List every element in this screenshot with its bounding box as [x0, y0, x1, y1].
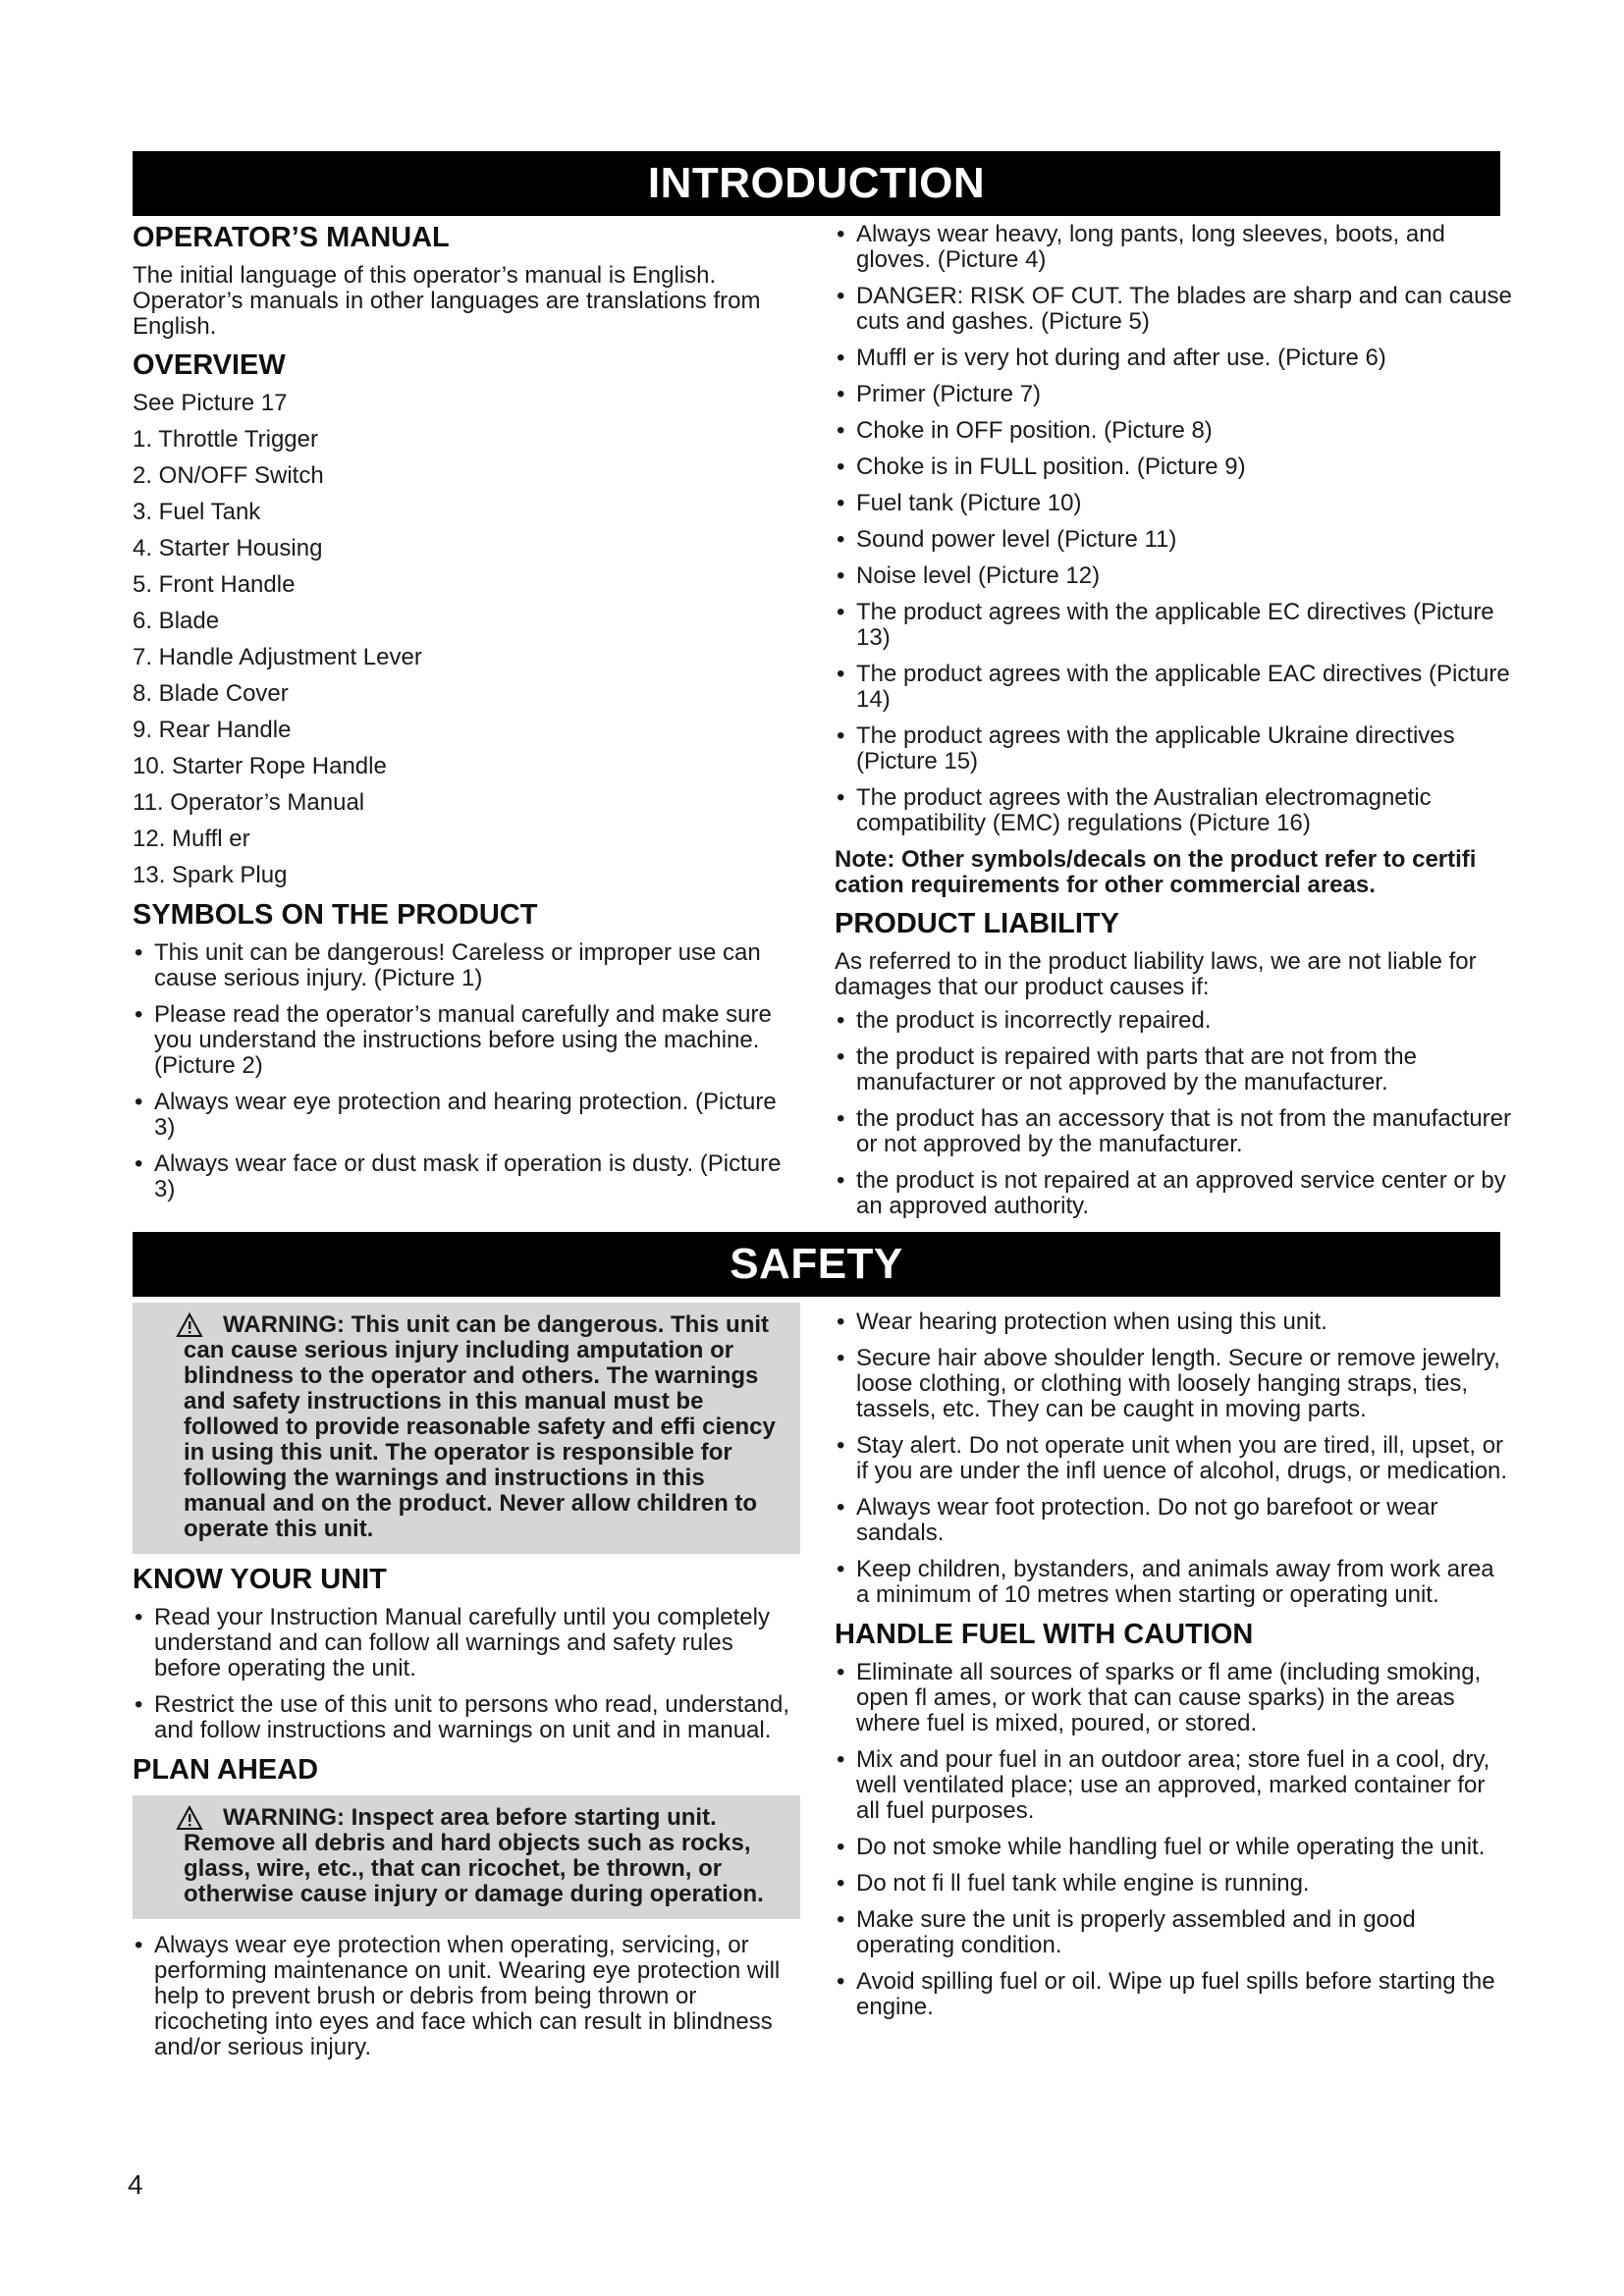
- list-item: 2. ON/OFF Switch: [133, 462, 324, 489]
- list-item: • Muffl er is very hot during and after use. (Picture 6): [835, 346, 1512, 371]
- symbols-note: Note: Other symbols/decals on the product refer to certifi cation requirements for other commercial areas.: [835, 846, 1477, 898]
- list-item: • Restrict the use of this unit to persons who read, understand, and follow instructions and warnings on unit and in manual.: [133, 1692, 800, 1743]
- page-number: 4: [128, 2169, 143, 2200]
- symbols-heading: SYMBOLS ON THE PRODUCT: [133, 899, 538, 931]
- plan-ahead-warning-box: [133, 1795, 800, 1919]
- safety-right-column: [835, 1309, 1512, 2031]
- intro-left-column: [133, 222, 800, 1213]
- list-item: 8. Blade Cover: [133, 680, 289, 707]
- list-item: • Mix and pour fuel in an outdoor area; store fuel in a cool, dry, well ventilated place; use an approved, marked container for all fuel purposes.: [835, 1747, 1512, 1824]
- safety-banner: SAFETY: [133, 1232, 1500, 1297]
- safety-left-column: [133, 1303, 800, 2071]
- list-item: • This unit can be dangerous! Careless or improper use can cause serious injury. (Picture 1): [133, 940, 800, 991]
- overview-list: [133, 427, 800, 888]
- list-item: • The product agrees with the Australian electromagnetic compatibility (EMC) regulations (Picture 16): [835, 785, 1512, 836]
- list-item: • Choke in OFF position. (Picture 8): [835, 418, 1512, 444]
- list-item: • The product agrees with the applicable EC directives (Picture 13): [835, 600, 1512, 651]
- symbols-list-continued: [835, 222, 1512, 836]
- list-item: • Avoid spilling fuel or oil. Wipe up fuel spills before starting the engine.: [835, 1969, 1512, 2020]
- list-item: 9. Rear Handle: [133, 717, 292, 743]
- list-item: • Always wear face or dust mask if operation is dusty. (Picture 3): [133, 1151, 800, 1202]
- list-item: • The product agrees with the applicable Ukraine directives (Picture 15): [835, 723, 1512, 774]
- know-your-unit-list: [133, 1605, 800, 1743]
- list-item: • Keep children, bystanders, and animals away from work area a minimum of 10 metres when starting or operating unit.: [835, 1557, 1512, 1608]
- list-item: • Always wear eye protection when operating, servicing, or performing maintenance on unit. Wearing eye protection will help to prevent brush or debris from being thrown or ricocheting into eyes and face which can result in blindness and/or serious injury.: [133, 1933, 800, 2060]
- plan-ahead-heading: PLAN AHEAD: [133, 1754, 319, 1786]
- list-item: 3. Fuel Tank: [133, 499, 261, 525]
- warning-triangle-icon: [176, 1805, 203, 1831]
- list-item: • Always wear heavy, long pants, long sleeves, boots, and gloves. (Picture 4): [835, 222, 1512, 273]
- list-item: • Do not fi ll fuel tank while engine is running.: [835, 1871, 1512, 1896]
- list-item: • Sound power level (Picture 11): [835, 527, 1512, 553]
- list-item: • Choke is in FULL position. (Picture 9): [835, 454, 1512, 480]
- introduction-banner: INTRODUCTION: [133, 151, 1500, 216]
- list-item: 7. Handle Adjustment Lever: [133, 644, 422, 670]
- symbols-list: [133, 940, 800, 1202]
- list-item: 11. Operator’s Manual: [133, 789, 365, 816]
- liability-list: [835, 1008, 1512, 1219]
- plan-ahead-warning-text: WARNING: Inspect area before starting unit. Remove all debris and hard objects such as rocks, glass, wire, etc., that can ricochet, be thrown, or otherwise cause injury or damage during operation.: [184, 1804, 764, 1907]
- list-item: • Wear hearing protection when using this unit.: [835, 1309, 1512, 1335]
- list-item: • Do not smoke while handling fuel or while operating the unit.: [835, 1835, 1512, 1860]
- operators-manual-heading: OPERATOR’S MANUAL: [133, 222, 450, 253]
- list-item: 1. Throttle Trigger: [133, 426, 318, 453]
- list-item: • Always wear eye protection and hearing protection. (Picture 3): [133, 1090, 800, 1141]
- list-item: • Please read the operator’s manual carefully and make sure you understand the instructions before using the machine. (Picture 2): [133, 1002, 800, 1079]
- list-item: • Noise level (Picture 12): [835, 563, 1512, 589]
- list-item: • Fuel tank (Picture 10): [835, 491, 1512, 516]
- product-liability-heading: PRODUCT LIABILITY: [835, 908, 1119, 939]
- intro-right-column: [835, 222, 1512, 1230]
- list-item: 5. Front Handle: [133, 571, 296, 598]
- list-item: • the product is incorrectly repaired.: [835, 1008, 1512, 1034]
- know-your-unit-heading: KNOW YOUR UNIT: [133, 1564, 387, 1595]
- list-item: 6. Blade: [133, 608, 220, 634]
- list-item: • the product is repaired with parts that are not from the manufacturer or not approved by the manufacturer.: [835, 1044, 1512, 1095]
- handle-fuel-list: [835, 1660, 1512, 2020]
- list-item: 10. Starter Rope Handle: [133, 753, 387, 779]
- list-item: • Primer (Picture 7): [835, 382, 1512, 407]
- overview-heading: OVERVIEW: [133, 349, 286, 381]
- list-item: 4. Starter Housing: [133, 535, 323, 561]
- list-item: • the product has an accessory that is not from the manufacturer or not approved by the manufacturer.: [835, 1106, 1512, 1157]
- list-item: 13. Spark Plug: [133, 862, 288, 888]
- overview-see-picture: See Picture 17: [133, 390, 288, 416]
- list-item: 12. Muffl er: [133, 826, 250, 852]
- list-item: • DANGER: RISK OF CUT. The blades are sharp and can cause cuts and gashes. (Picture 5): [835, 284, 1512, 335]
- handle-fuel-heading: HANDLE FUEL WITH CAUTION: [835, 1619, 1254, 1650]
- plan-ahead-list: [133, 1933, 800, 2060]
- safety-gear-list: [835, 1309, 1512, 1608]
- warning-triangle-icon: [176, 1312, 203, 1338]
- list-item: • the product is not repaired at an approved service center or by an approved authority.: [835, 1168, 1512, 1219]
- list-item: • Eliminate all sources of sparks or fl ame (including smoking, open fl ames, or work that can cause sparks) in the areas where fuel is mixed, poured, or stored.: [835, 1660, 1512, 1736]
- list-item: • Secure hair above shoulder length. Secure or remove jewelry, loose clothing, or clothing with loosely hanging straps, ties, tassels, etc. They can be caught in moving parts.: [835, 1346, 1512, 1422]
- operators-manual-text: The initial language of this operator’s manual is English. Operator’s manuals in other languages are translations from English.: [133, 262, 761, 340]
- list-item: • Stay alert. Do not operate unit when you are tired, ill, upset, or if you are under the infl uence of alcohol, drugs, or medication.: [835, 1433, 1512, 1484]
- list-item: • Read your Instruction Manual carefully until you completely understand and can follow all warnings and safety rules before operating the unit.: [133, 1605, 800, 1682]
- product-liability-text: As referred to in the product liability laws, we are not liable for damages that our product causes if:: [835, 948, 1477, 1000]
- list-item: • The product agrees with the applicable EAC directives (Picture 14): [835, 662, 1512, 713]
- list-item: • Make sure the unit is properly assembled and in good operating condition.: [835, 1907, 1512, 1958]
- safety-warning-box: [133, 1303, 800, 1554]
- list-item: • Always wear foot protection. Do not go barefoot or wear sandals.: [835, 1495, 1512, 1546]
- safety-warning-text: WARNING: This unit can be dangerous. This unit can cause serious injury including amputation or blindness to the operator and others. The warnings and safety instructions in this manual must be followed to provide reasonable safety and effi ciency in using this unit. The operator is responsible for following the warnings and instructions in this manual and on the product. Never allow children to operate this unit.: [184, 1311, 776, 1542]
